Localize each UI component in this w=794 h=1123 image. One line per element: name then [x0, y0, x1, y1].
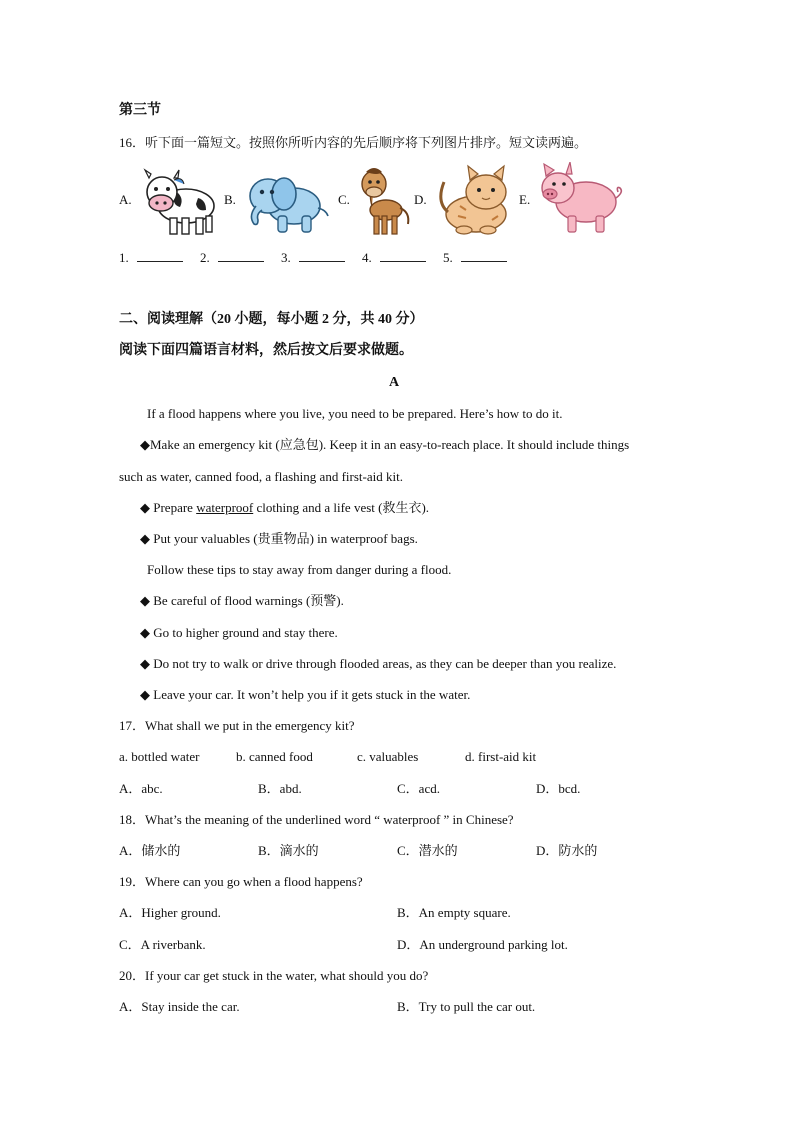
bullet-text: ◆ Prepare [140, 500, 197, 515]
q19-option-d[interactable]: D．An underground parking lot. [397, 937, 568, 952]
q17-item-d: d. first-aid kit [465, 749, 537, 764]
elephant-icon [244, 168, 330, 236]
cow-icon [140, 166, 218, 238]
question-18-stem: 18．What’s the meaning of the underlined word “ waterproof ” in Chinese? [119, 812, 514, 827]
answer-blank-3[interactable] [299, 249, 345, 262]
answer-blank-1[interactable] [137, 249, 183, 262]
picture-label-c: C. [338, 192, 350, 207]
part-instruction: 阅读下面四篇语言材料，然后按文后要求做题。 [119, 343, 413, 358]
picture-label-a: A. [119, 192, 132, 207]
question-20-stem: 20．If your car get stuck in the water, what should you do? [119, 968, 429, 983]
pig-icon [538, 162, 624, 238]
q20-option-a[interactable]: A．Stay inside the car. [119, 999, 240, 1014]
q17-option-d[interactable]: D．bcd. [536, 781, 581, 796]
bullet-leave-car: ◆ Leave your car. It won’t help you if it gets stuck in the water. [140, 687, 471, 702]
blank-label-3: 3. [281, 250, 291, 265]
question-19-stem: 19．Where can you go when a flood happens? [119, 874, 363, 889]
bullet-valuables: ◆ Put your valuables (贵重物品) in waterproof bags. [140, 531, 418, 546]
blank-label-4: 4. [362, 250, 372, 265]
picture-label-e: E. [519, 192, 531, 207]
bullet-waterproof-clothing [140, 499, 429, 517]
q18-option-c[interactable]: C．潜水的 [397, 843, 458, 858]
passage-intro: If a flood happens where you live, you need to be prepared. Here’s how to do it. [147, 406, 563, 421]
q18-option-a[interactable]: A．储水的 [119, 843, 181, 858]
bullet-emergency-kit: ◆Make an emergency kit (应急包). Keep it in an easy-to-reach place. It should include things [140, 437, 630, 452]
q17-option-c[interactable]: C．acd. [397, 781, 440, 796]
bullet-text: clothing and a life vest (救生衣). [253, 500, 430, 515]
q17-item-b: b. canned food [236, 749, 313, 764]
q18-option-b[interactable]: B．滴水的 [258, 843, 319, 858]
bullet-flooded-areas: ◆ Do not try to walk or drive through flooded areas, as they can be deeper than you realize. [140, 656, 617, 671]
passage-follow: Follow these tips to stay away from danger during a flood. [147, 562, 452, 577]
blank-label-5: 5. [443, 250, 453, 265]
blank-label-1: 1. [119, 250, 129, 265]
blank-label-2: 2. [200, 250, 210, 265]
picture-label-d: D. [414, 192, 427, 207]
passage-title: A [389, 375, 400, 390]
underlined-word: waterproof [196, 500, 254, 515]
answer-blanks [119, 249, 521, 267]
q19-option-c[interactable]: C．A riverbank. [119, 937, 206, 952]
q17-option-a[interactable]: A．abc. [119, 781, 163, 796]
answer-blank-5[interactable] [461, 249, 507, 262]
answer-blank-2[interactable] [218, 249, 264, 262]
bullet-higher-ground: ◆ Go to higher ground and stay there. [140, 625, 338, 640]
picture-label-b: B. [224, 192, 236, 207]
question-16-stem: 16．听下面一篇短文。按照你所听内容的先后顺序将下列图片排序。短文读两遍。 [119, 135, 588, 150]
q18-option-d[interactable]: D．防水的 [536, 843, 598, 858]
q17-item-c: c. valuables [357, 749, 419, 764]
bullet-emergency-kit-cont: such as water, canned food, a flashing and first-aid kit. [119, 469, 403, 484]
bullet-warnings: ◆ Be careful of flood warnings (预警). [140, 593, 344, 608]
q19-option-a[interactable]: A．Higher ground. [119, 905, 221, 920]
q20-option-b[interactable]: B．Try to pull the car out. [397, 999, 536, 1014]
section-heading: 第三节 [119, 103, 161, 118]
answer-blank-4[interactable] [380, 249, 426, 262]
q19-option-b[interactable]: B．An empty square. [397, 905, 511, 920]
q17-item-a: a. bottled water [119, 749, 200, 764]
cat-icon [436, 162, 514, 238]
part-heading: 二、阅读理解（20 小题，每小题 2 分，共 40 分） [119, 312, 424, 327]
question-17-stem: 17．What shall we put in the emergency kit? [119, 718, 355, 733]
horse-icon [356, 166, 412, 238]
q17-option-b[interactable]: B．abd. [258, 781, 302, 796]
